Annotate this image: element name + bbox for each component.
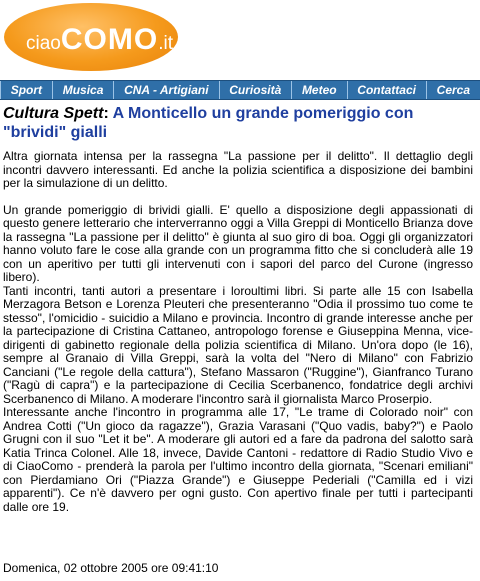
article-paragraph: Tanti incontri, tanti autori a presentare i loroultimi libri. Si parte alle 15 con Isabella Merzagora Betson e Lorenza Pleuteri che presenteranno "Odia il prossimo tuo come te stesso", l'omicidio - suicidio a Milano e provincia. Incontro di grande interesse anche per la partecipazione di Cristina Cattaneo, antropologo forense e Giuseppina Menna, vice-dirigenti di gabinetto regionale della polizia scientifica di Milano. Un'ora dopo (le 16), sempre al Granaio di Villa Greppi, sarà la volta del "Nero di Milano" con Fabrizio Canciani ("Le regole della cattura"), Stefano Massaron ("Ruggine"), Gianfranco Turano ("Ragù di capra") e la partecipazione di Cecilia Scerbanenco, fondatrice degli archivi Scerbanenco di Milano. A moderare l'incontro sarà il giornalista Marco Proserpio. — [3, 283, 473, 406]
nav-item-meteo[interactable]: Meteo — [301, 83, 337, 97]
article-category: Cultura Spett — [3, 105, 104, 122]
site-logo-text[interactable] — [26, 23, 173, 57]
article-date: Domenica, 02 ottobre 2005 ore 09:41:10 — [3, 561, 219, 575]
main-nav-bar — [0, 80, 480, 100]
nav-item-curiosita[interactable]: Curiosità — [229, 83, 282, 97]
title-colon: : — [103, 105, 109, 122]
article-lead: Altra giornata intensa per la rassegna "La passione per il delitto". Il dettaglio degli incontri davvero interessanti. Ed anche la polizia scientifica a disposizione dei bambini per la simulazione di un delitto. — [3, 149, 473, 190]
site-header — [0, 0, 480, 76]
nav-item-musica[interactable]: Musica — [62, 83, 104, 97]
logo-tld: .it — [158, 33, 173, 54]
article-headline: A Monticello un grande pomeriggio con "brividi" gialli — [3, 105, 414, 141]
article-body — [3, 150, 473, 514]
article-title — [3, 104, 475, 142]
article-paragraph: Interessante anche l'incontro in programma alle 17, "Le trame di Colorado noir" con Andrea Cotti ("Un gioco da ragazze"), Grazia Varasani ("Quo vadis, baby?") e Paolo Grugni con il suo "Let it be". A moderare gli autori ed a fare da padrona del salotto sarà Katia Trinca Colonel. Alle 18, invece, Davide Cantoni - redattore di Radio Studio Vivo e di CiaoComo - prenderà la parola per l'ultimo incontro della giornata, "Scenari emiliani" con Pierdamiano Ori ("Piazza Grande") e Giuseppe Pederiali ("Camilla ed i vizi apparenti"). Ce n'è davvero per ogni gusto. Con apertivo finale per tutti i partecipanti dalle ore 19. — [3, 405, 473, 514]
nav-item-contattaci[interactable]: Contattaci — [357, 83, 416, 97]
logo-ciao: ciao — [26, 33, 61, 54]
nav-item-sport[interactable]: Sport — [10, 83, 43, 97]
article-paragraph: Un grande pomeriggio di brividi gialli. E' quello a disposizione degli appassionati di questo genere letterario che interverranno oggi a Villa Greppi di Monticello Brianza dove la rassegna "La passione per il delitto" è giunta al suo giro di boa. Oggi gli organizzatori hanno voluto fare le cose alla grande con un programma fitto che si concluderà alle 19 con un aperitivo per tutti gli intervenuti con i sapori del parco del Curone (ingresso libero). — [3, 202, 473, 284]
nav-item-cna-artigiani[interactable]: CNA - Artigiani — [124, 83, 209, 97]
logo-como: COMO — [60, 23, 159, 56]
nav-item-cerca[interactable]: Cerca — [436, 83, 471, 97]
